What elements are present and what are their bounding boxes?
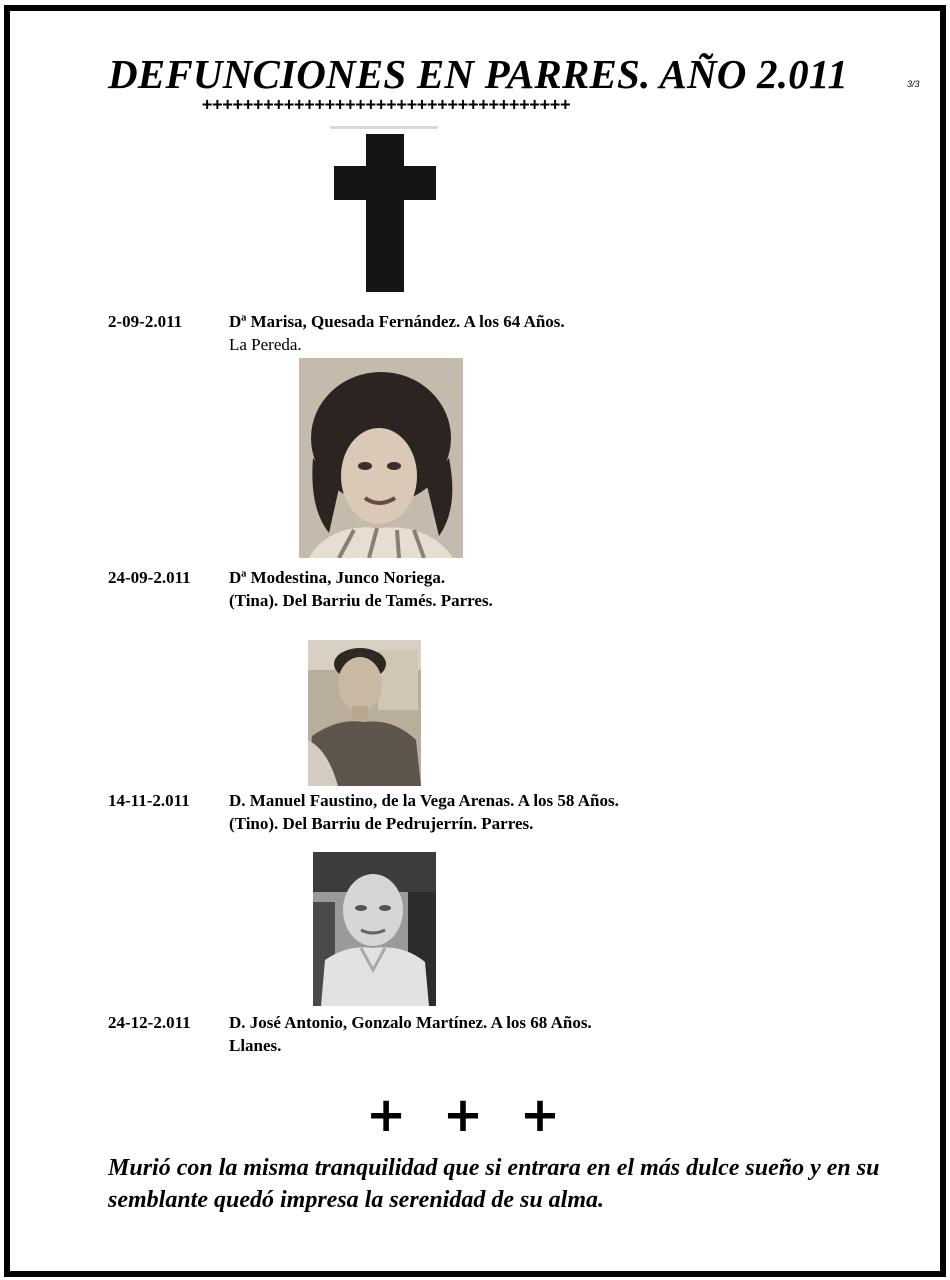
portrait-man-image (308, 640, 421, 786)
entry-detail: Llanes. (229, 1036, 282, 1055)
portrait-photo-1 (299, 358, 463, 558)
entry-date: 14-11-2.011 (108, 791, 190, 810)
page-title: DEFUNCIONES EN PARRES. AÑO 2.011 (108, 51, 849, 97)
portrait-photo-2 (308, 640, 421, 786)
latin-cross-icon (330, 126, 438, 294)
entry-date: 2-09-2.011 (108, 312, 183, 331)
portrait-photo-3 (313, 852, 436, 1006)
entry-name: Dª Marisa, Quesada Fernández. A los 64 Años. (229, 312, 565, 331)
entry-name: D. José Antonio, Gonzalo Martínez. A los 68 Años. (229, 1013, 592, 1032)
plus-divider: ++++++++++++++++++++++++++++++++++++ (202, 95, 571, 115)
portrait-older-man-image (313, 852, 436, 1006)
cross-horizontal-bar (334, 166, 436, 200)
closing-crosses-icon: + + + (366, 1087, 571, 1143)
portrait-woman-image (299, 358, 463, 558)
cross-top-line (330, 126, 438, 129)
entry-name: Dª Modestina, Junco Noriega. (229, 568, 446, 587)
cross-vertical-bar (366, 134, 404, 292)
entry-date: 24-12-2.011 (108, 1013, 191, 1032)
entry-detail: La Pereda. (229, 335, 302, 354)
entry-name: D. Manuel Faustino, de la Vega Arenas. A los 58 Años. (229, 791, 619, 810)
entry-detail: (Tina). Del Barriu de Tamés. Parres. (229, 591, 493, 610)
entry-detail: (Tino). Del Barriu de Pedrujerrín. Parres. (229, 814, 534, 833)
entry-date: 24-09-2.011 (108, 568, 191, 587)
closing-quote: Murió con la misma tranquilidad que si entrara en el más dulce sueño y en su semblante quedó impresa la serenidad de su alma. (108, 1155, 880, 1213)
page-number: 3/3 (907, 79, 920, 89)
